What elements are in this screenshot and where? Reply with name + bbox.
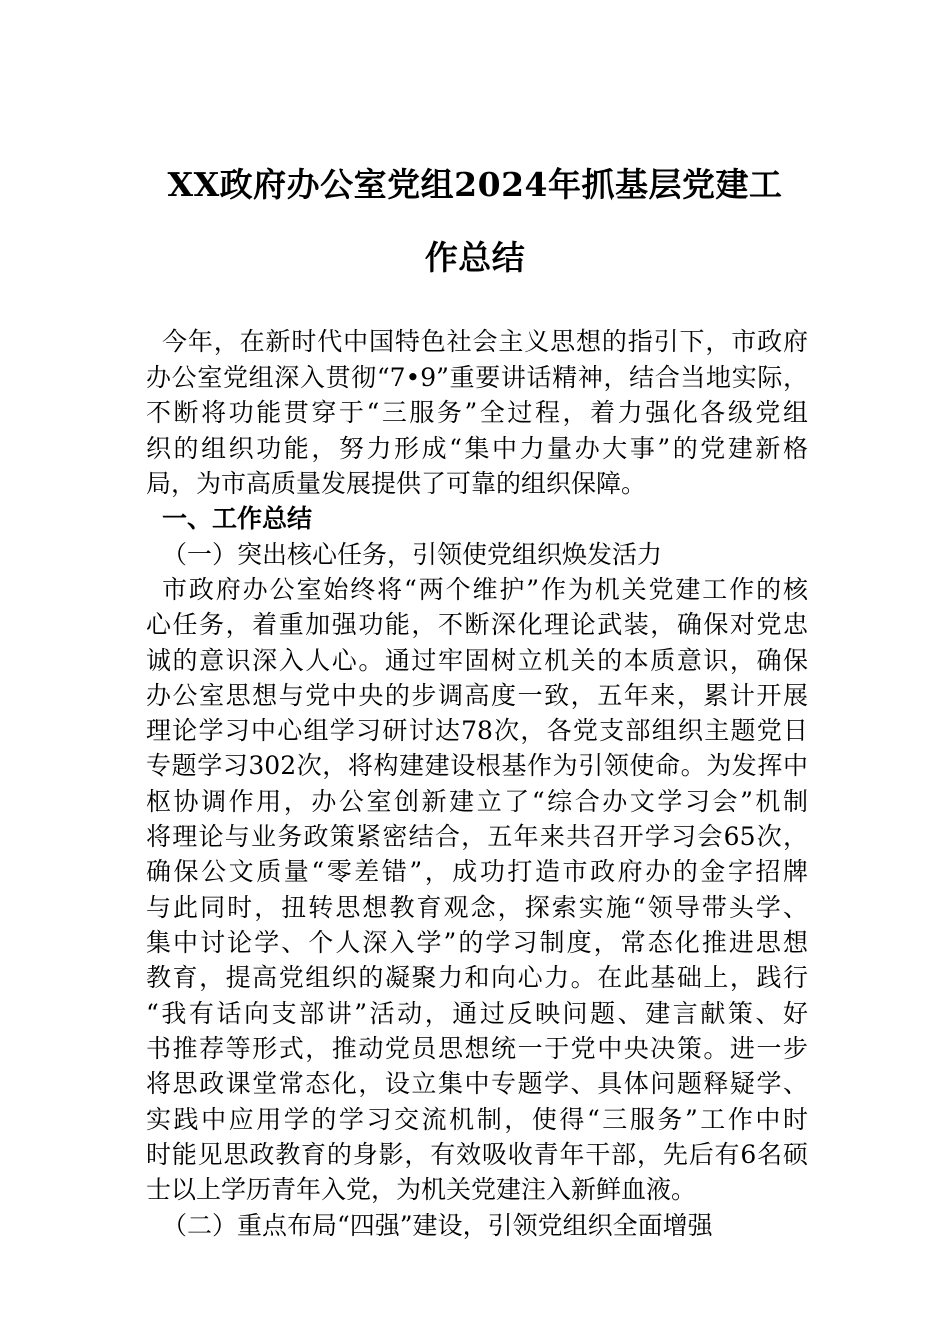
intro-line-2: 办公室党组深入贯彻“7•9”重要讲话精神，结合当地实际， xyxy=(146,363,808,392)
paragraph-line: 心任务，着重加强功能，不断深化理论武装，确保对党忠 xyxy=(146,610,808,639)
paragraph-line: “我有话向支部讲”活动，通过反映问题、建言献策、好 xyxy=(146,999,808,1028)
paragraph-line: 专题学习302次，将构建建设根基作为引领使命。为发挥中 xyxy=(146,751,808,780)
paragraph-line: 市政府办公室始终将“两个维护”作为机关党建工作的核 xyxy=(162,575,808,604)
paragraph-line: 将思政课堂常态化，设立集中专题学、具体问题释疑学、 xyxy=(146,1069,808,1098)
paragraph-line: 时能见思政教育的身影，有效吸收青年干部，先后有6名硕 xyxy=(146,1140,808,1169)
intro-line-1: 今年，在新时代中国特色社会主义思想的指引下，市政府 xyxy=(162,327,808,356)
paragraph-line: 书推荐等形式，推动党员思想统一于党中央决策。进一步 xyxy=(146,1034,808,1063)
paragraph-line: 诚的意识深入人心。通过牢固树立机关的本质意识，确保 xyxy=(146,646,808,675)
intro-line-5: 局，为市高质量发展提供了可靠的组织保障。 xyxy=(146,469,647,498)
paragraph-line: 实践中应用学的学习交流机制，使得“三服务”工作中时 xyxy=(146,1105,808,1134)
paragraph-line: 教育，提高党组织的凝聚力和向心力。在此基础上，践行 xyxy=(146,963,808,992)
paragraph-line: 确保公文质量“零差错”，成功打造市政府办的金字招牌 xyxy=(146,857,808,886)
document-title-line-1: XX政府办公室党组2024年抓基层党建工 xyxy=(167,165,783,204)
intro-line-4: 织的组织功能，努力形成“集中力量办大事”的党建新格 xyxy=(146,434,808,463)
paragraph-line: 理论学习中心组学习研讨达78次，各党支部组织主题党日 xyxy=(146,716,808,745)
paragraph-line: 集中讨论学、个人深入学”的学习制度，常态化推进思想 xyxy=(146,928,808,957)
paragraph-line: 办公室思想与党中央的步调高度一致，五年来，累计开展 xyxy=(146,681,808,710)
document-title-line-2: 作总结 xyxy=(424,238,526,277)
subsection-heading-1: （一）突出核心任务，引领使党组织焕发活力 xyxy=(162,540,663,569)
intro-line-3: 不断将功能贯穿于“三服务”全过程，着力强化各级党组 xyxy=(146,398,808,427)
paragraph-line: 与此同时，扭转思想教育观念，探索实施“领导带头学、 xyxy=(146,893,808,922)
subsection-heading-2: （二）重点布局“四强”建设，引领党组织全面增强 xyxy=(162,1211,713,1240)
section-heading-work-summary: 一、工作总结 xyxy=(162,504,313,533)
paragraph-line: 将理论与业务政策紧密结合，五年来共召开学习会65次， xyxy=(146,822,808,851)
paragraph-line: 士以上学历青年入党，为机关党建注入新鲜血液。 xyxy=(146,1175,697,1204)
paragraph-line: 枢协调作用，办公室创新建立了“综合办文学习会”机制 xyxy=(146,787,808,816)
